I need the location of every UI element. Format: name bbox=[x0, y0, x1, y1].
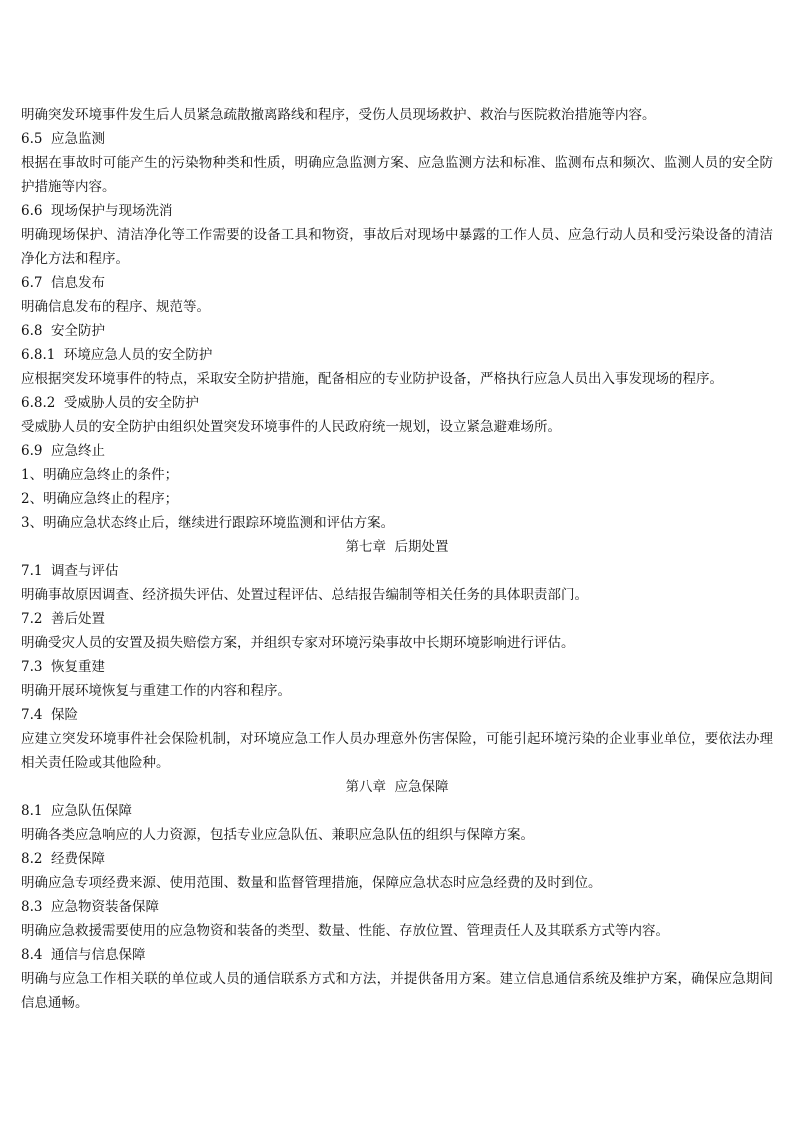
paragraph-7-1: 明确事故原因调查、经济损失评估、处置过程评估、总结报告编制等相关任务的具体职责部门。 bbox=[21, 587, 588, 603]
paragraph-8-3: 明确应急救援需要使用的应急物资和装备的类型、数量、性能、存放位置、管理责任人及其联系方式等内容。 bbox=[21, 923, 669, 939]
paragraph-6-5: 根据在事故时可能产生的污染物种类和性质，明确应急监测方案、应急监测方法和标准、监测布点和频次、监测人员的安全防护措施等内容。 bbox=[21, 155, 773, 195]
heading-6-8-2: 6.8.2 受威胁人员的安全防护 bbox=[21, 395, 199, 411]
paragraph-7-4: 应建立突发环境事件社会保险机制，对环境应急工作人员办理意外伤害保险，可能引起环境污染的企业事业单位，要依法办理相关责任险或其他险种。 bbox=[21, 731, 773, 771]
heading-8-2: 8.2 经费保障 bbox=[21, 851, 106, 867]
heading-7-1: 7.1 调查与评估 bbox=[21, 563, 119, 579]
heading-7-2: 7.2 善后处置 bbox=[21, 611, 106, 627]
heading-6-8: 6.8 安全防护 bbox=[21, 323, 106, 339]
heading-6-8-1: 6.8.1 环境应急人员的安全防护 bbox=[21, 347, 213, 363]
heading-7-3: 7.3 恢复重建 bbox=[21, 659, 106, 675]
paragraph-6-8-1: 应根据突发环境事件的特点，采取安全防护措施，配备相应的专业防护设备，严格执行应急人员出入事发现场的程序。 bbox=[21, 371, 723, 387]
heading-6-6: 6.6 现场保护与现场洗消 bbox=[21, 203, 173, 219]
paragraph-8-2: 明确应急专项经费来源、使用范围、数量和监督管理措施，保障应急状态时应急经费的及时到位。 bbox=[21, 875, 602, 891]
heading-8-4: 8.4 通信与信息保障 bbox=[21, 947, 146, 963]
paragraph-6-8-2: 受威胁人员的安全防护由组织处置突发环境事件的人民政府统一规划，设立紧急避难场所。 bbox=[21, 419, 561, 435]
paragraph-7-2: 明确受灾人员的安置及损失赔偿方案，并组织专家对环境污染事故中长期环境影响进行评估。 bbox=[21, 635, 575, 651]
heading-6-5: 6.5 应急监测 bbox=[21, 131, 106, 147]
paragraph-8-1: 明确各类应急响应的人力资源，包括专业应急队伍、兼职应急队伍的组织与保障方案。 bbox=[21, 827, 534, 843]
paragraph-6-7: 明确信息发布的程序、规范等。 bbox=[21, 299, 210, 315]
list-item-6-9-1: 1、明确应急终止的条件； bbox=[21, 467, 179, 483]
chapter-7-title: 第七章 后期处置 bbox=[345, 539, 449, 555]
heading-8-3: 8.3 应急物资装备保障 bbox=[21, 899, 160, 915]
paragraph-8-4: 明确与应急工作相关联的单位或人员的通信联系方式和方法，并提供备用方案。建立信息通信系统及维护方案，确保应急期间信息通畅。 bbox=[21, 971, 773, 1011]
heading-6-7: 6.7 信息发布 bbox=[21, 275, 106, 291]
heading-8-1: 8.1 应急队伍保障 bbox=[21, 803, 133, 819]
paragraph-6-4-tail: 明确突发环境事件发生后人员紧急疏散撤离路线和程序，受伤人员现场救护、救治与医院救治措施等内容。 bbox=[21, 107, 656, 123]
chapter-8-title: 第八章 应急保障 bbox=[345, 779, 449, 795]
document-page bbox=[21, 103, 773, 1015]
list-item-6-9-2: 2、明确应急终止的程序； bbox=[21, 491, 179, 507]
list-item-6-9-3: 3、明确应急状态终止后，继续进行跟踪环境监测和评估方案。 bbox=[21, 515, 395, 531]
heading-7-4: 7.4 保险 bbox=[21, 707, 79, 723]
heading-6-9: 6.9 应急终止 bbox=[21, 443, 106, 459]
paragraph-7-3: 明确开展环境恢复与重建工作的内容和程序。 bbox=[21, 683, 291, 699]
paragraph-6-6: 明确现场保护、清洁净化等工作需要的设备工具和物资，事故后对现场中暴露的工作人员、应急行动人员和受污染设备的清洁净化方法和程序。 bbox=[21, 227, 773, 267]
